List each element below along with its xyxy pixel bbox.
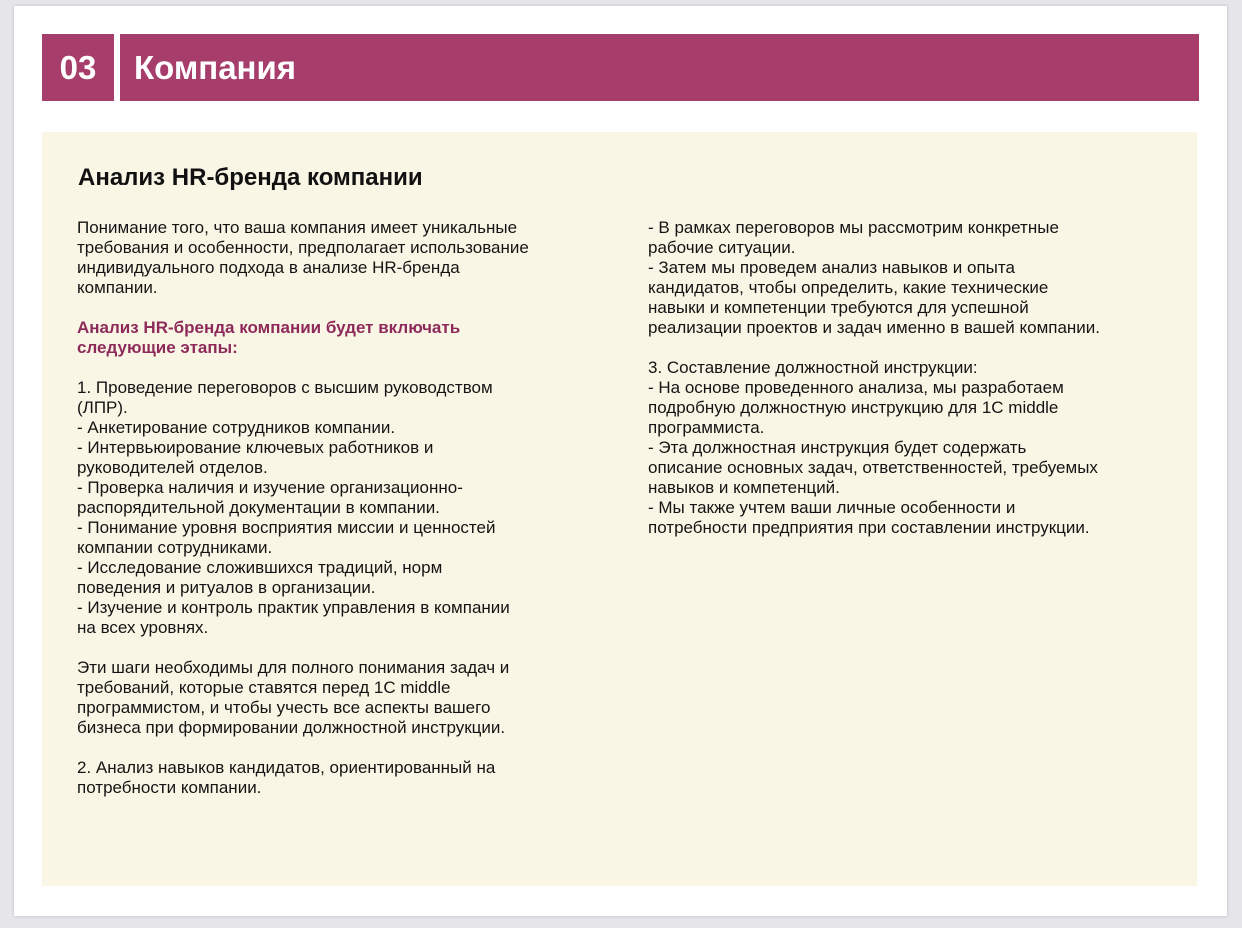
step-2-paragraph: 2. Анализ навыков кандидатов, ориентированный на потребности компании. xyxy=(77,758,496,797)
right-column xyxy=(648,218,1178,538)
page-title: Анализ HR-бренда компании xyxy=(78,164,423,191)
step-3-paragraph: 3. Составление должностной инструкции: - На основе проведенного анализа, мы разработаем подробную должностную инструкцию для 1С middle программиста. - Эта должностная инструкция будет содержать описание основных задач, ответственностей, требуемых навыков и компетенций. - Мы также учтем ваши личные особенности и потребности предприятия при составлении инструкции. xyxy=(648,358,1098,537)
intro-paragraph: Понимание того, что ваша компания имеет уникальные требования и особенности, предполагает использование индивидуального подхода в анализе HR-бренда компании. xyxy=(77,218,529,297)
section-title-header: Компания xyxy=(134,48,297,86)
section-number: 03 xyxy=(59,48,97,86)
left-column xyxy=(77,218,607,798)
step-2-details-paragraph: - В рамках переговоров мы рассмотрим конкретные рабочие ситуации. - Затем мы проведем анализ навыков и опыта кандидатов, чтобы определить, какие технические навыки и компетенции требуются для успешной реализации проектов и задач именно в вашей компании. xyxy=(648,218,1101,337)
stages-subheading: Анализ HR-бренда компании будет включать следующие этапы: xyxy=(77,318,461,357)
section-header xyxy=(42,34,1199,101)
summary-paragraph: Эти шаги необходимы для полного понимания задач и требований, которые ставятся перед 1С middle программистом, и чтобы учесть все аспекты вашего бизнеса при формировании должностной инструкции. xyxy=(77,658,510,737)
content-panel xyxy=(42,132,1197,886)
step-1-paragraph: 1. Проведение переговоров с высшим руководством (ЛПР). - Анкетирование сотрудников компании. - Интервьюирование ключевых работников и руководителей отделов. - Проверка наличия и изучение организационно- распорядительной документации в компании. - Понимание уровня восприятия миссии и ценностей компании сотрудниками. - Исследование сложившихся традиций, норм поведения и ритуалов в организации. - Изучение и контроль практик управления в компании на всех уровнях. xyxy=(77,378,510,637)
document-page xyxy=(14,6,1227,916)
